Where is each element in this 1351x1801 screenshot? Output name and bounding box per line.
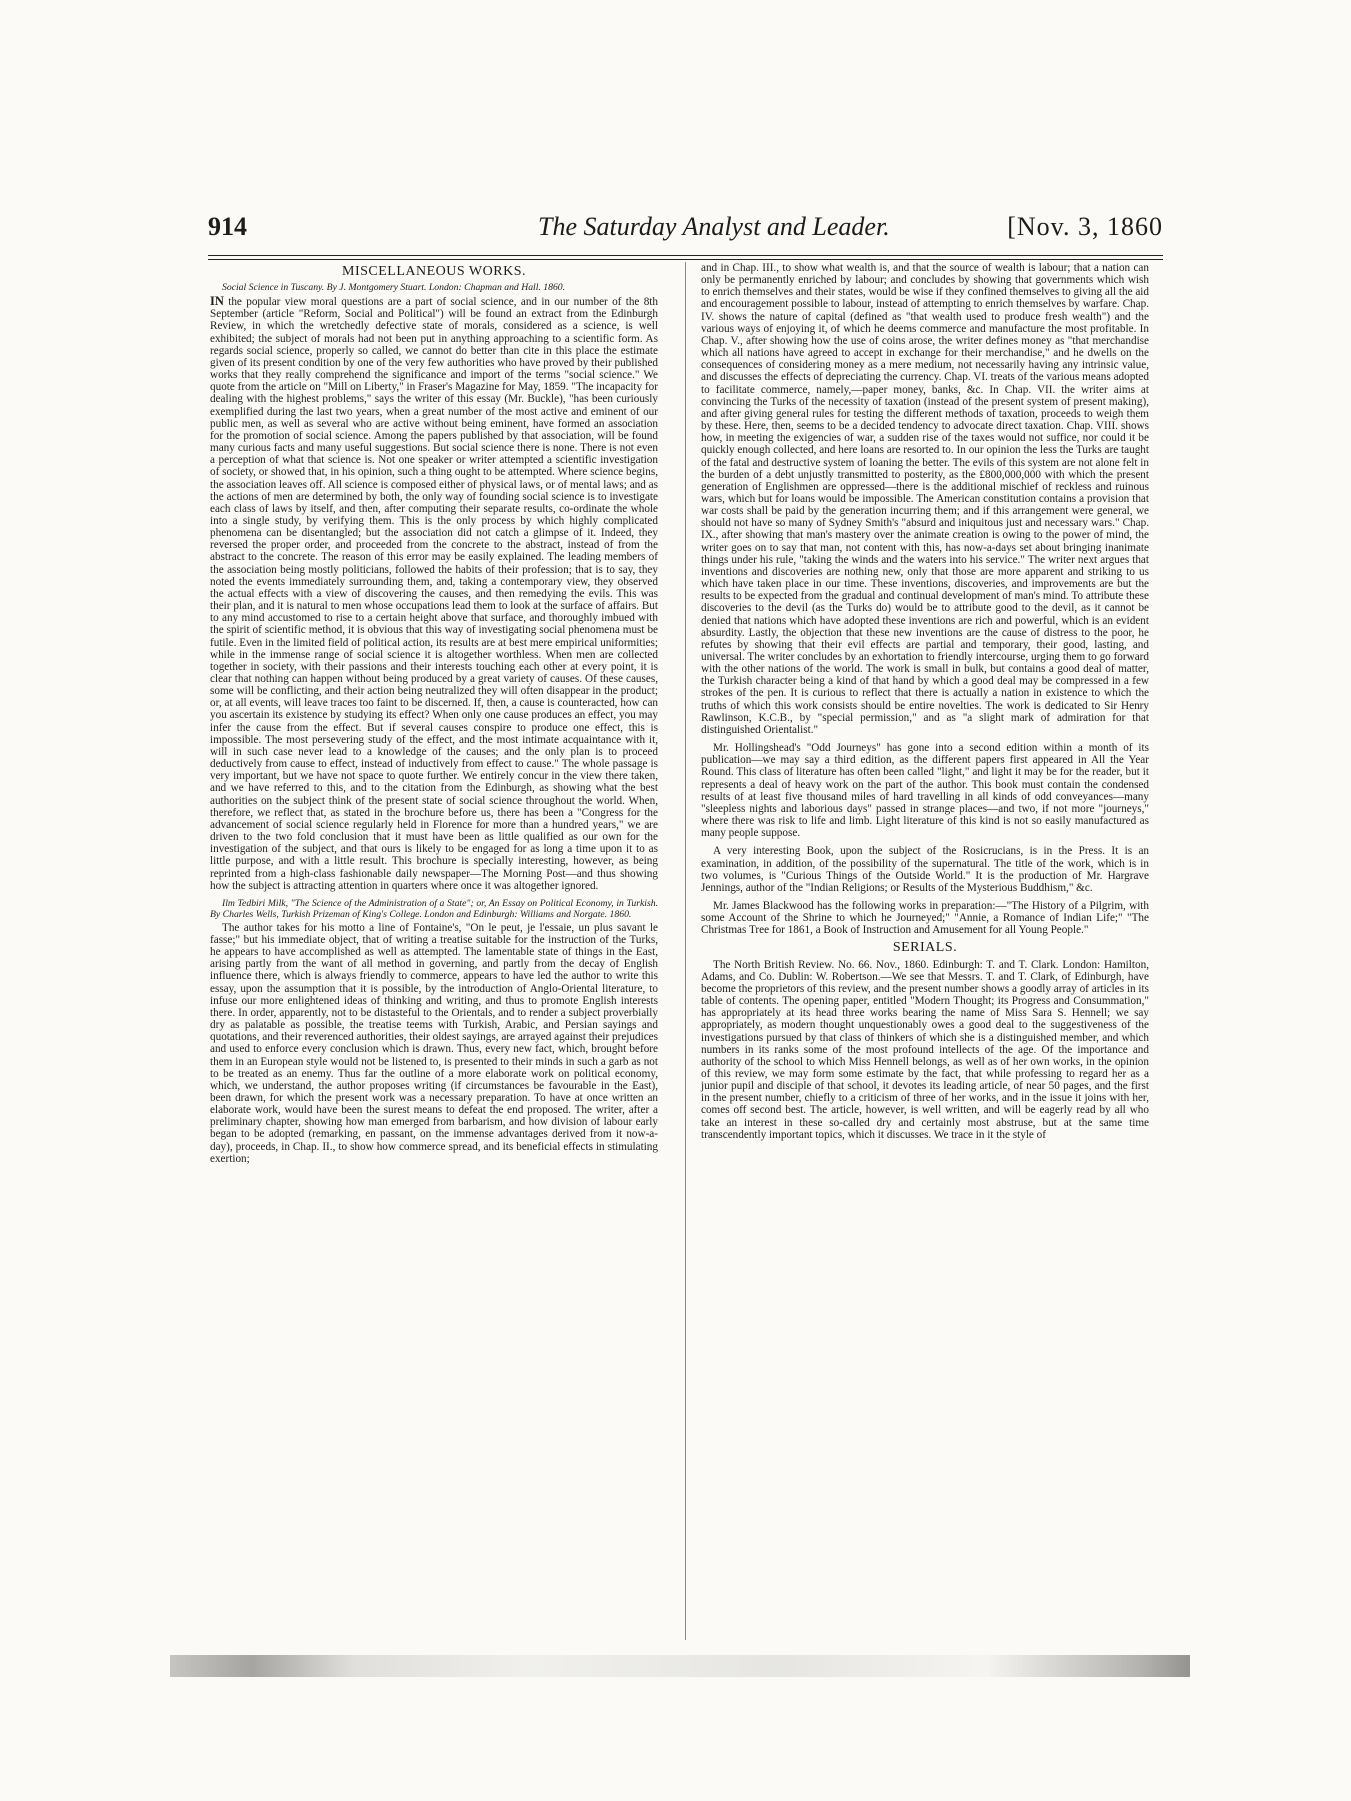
right-column: [701, 262, 1149, 1147]
section-heading-serials: SERIALS.: [892, 940, 958, 956]
scan-page-edge: [170, 1655, 1190, 1677]
header-rule: [208, 255, 1163, 256]
header-rule-thin: [208, 259, 1163, 260]
article-paragraph: The author takes for his motto a line of Fontaine's, "On le peut, je l'essaie, un plus savant le fasse;" but his immediate object, that of writing a treatise suitable for the instruction of the Turks, he appears to have accomplished as well as attempted. The lamentable state of things in the East, arising partly from the want of all method in governing, and partly from the decay of English influence there, which is always friendly to commerce, appears to have led the author to write this essay, upon the assumption that it is possible, by the introduction of Anglo-Oriental literature, to infuse our more enlightened ideas of thinking and writing, and thus to promote English interests there. In order, apparently, not to be distasteful to the Orientals, and to render a subject proverbially dry as palatable as possible, the treatise teems with Turkish, Arabic, and Persian sayings and quotations, and their reverenced authorities, their oldest sayings, are arrayed against their prejudices and used to enforce every conclusion which is drawn. Thus, every new fact, which, brought before them in an European style would not be listened to, is presented to their minds in such a garb as not to be treated as an enemy. Thus far the outline of a more elaborate work on political economy, which, we understand, the author proposes writing (if circumstances be favourable in the East), been drawn, for which the present work was a necessary preparation. To have at once written an elaborate work, would have been the surest means to defeat the end proposed. The writer, after a preliminary chapter, showing how man emerged from barbarism, and how division of labour early began to be adopted (remarking, en passant, on the immense advantages derived from it now-a-day), proceeds, in Chap. II., to show how commerce spread, and its beneficial effects in stimulating exertion;: [210, 921, 658, 1165]
article-paragraph: [210, 295, 658, 892]
drop-cap: IN: [210, 294, 224, 309]
journal-title: The Saturday Analyst and Leader.: [538, 212, 890, 241]
article-paragraph: The North British Review. No. 66. Nov., 1860. Edinburgh: T. and T. Clark. London: Hamilton, Adams, and Co. Dublin: W. Robertson.—We see that Messrs. T. and T. Clark, of Edinburgh, have become the proprietors of this review, and the present number shows a goodly array of articles in its table of contents. The opening paper, entitled "Modern Thought; its Progress and Consummation," has appropriately at its head three works bearing the name of Miss Sara S. Hennell; we say appropriately, as modern thought unquestionably owes a good deal to the suggestiveness of the investigations pursued by that class of thinkers of which she is a distinguished member, and which numbers in its ranks some of the most profound intellects of the age. Of the importance and authority of the school to which Miss Hennell belongs, as well as of her own works, in the opinion of this review, we may form some estimate by the fact, that while professing to regard her as a junior pupil and disciple of that school, it devotes its leading article, of near 50 pages, and the first in the present number, chiefly to a criticism of three of her works, and in the issue it joins with her, comes off second best. The article, however, is well written, and will be eagerly read by all who take an interest in these so-called dry and certainly most abstruse, but at the same time transcendently important topics, which it discusses. We trace in it the style of: [701, 958, 1149, 1141]
page-header: [208, 212, 1163, 260]
article-paragraph: A very interesting Book, upon the subject of the Rosicrucians, is in the Press. It is an examination, in addition, of the possibility of the supernatural. The title of the work, which is in two volumes, is "Curious Things of the Outside World." It is the production of Mr. Hargrave Jennings, author of the "Indian Religions; or Results of the Mysterious Buddhism," &c.: [701, 845, 1149, 894]
column-divider: [685, 262, 686, 1640]
section-heading-miscellaneous: MISCELLANEOUS WORKS.: [342, 264, 526, 279]
book-citation: Ilm Tedbiri Milk, "The Science of the Administration of a State"; or, An Essay on Political Economy, in Turkish. By Charles Wells, Turkish Prizeman of King's College. London and Edinburgh: Williams and Norgate. 1860.: [210, 897, 658, 920]
article-paragraph: Mr. Hollingshead's "Odd Journeys" has gone into a second edition within a month of its publication—we may say a third edition, as the different papers first appeared in All the Year Round. This class of literature has often been called "light," and light it may be for the reader, but it represents a deal of heavy work on the part of the author. This book must contain the condensed results of at least five thousand miles of hard travelling in all kinds of odd conveyances—many "sleepless nights and laborious days" passed in strange places—and two, if not more "journeys," where there was risk to life and limb. Light literature of this kind is not so easily manufactured as many people suppose.: [701, 742, 1149, 840]
issue-date: [Nov. 3, 1860: [1007, 212, 1163, 241]
book-citation: Social Science in Tuscany. By J. Montgomery Stuart. London: Chapman and Hall. 1860.: [222, 282, 566, 294]
article-paragraph: Mr. James Blackwood has the following works in preparation:—"The History of a Pilgrim, with some Account of the Shrine to which he Journeyed;" "Annie, a Romance of Indian Life;" "The Christmas Tree for 1861, a Book of Instruction and Amusement for all Young People.": [701, 899, 1149, 937]
left-column: [210, 262, 658, 1171]
page-number: 914: [208, 212, 247, 241]
paragraph-text: the popular view moral questions are a part of social science, and in our number of the 8th September (article "Reform, Social and Political") will be found an extract from the Edinburgh Review, in which the wretchedly defective state of morals, considered as a science, is well exhibited; the subject of morals had not been put in anything approaching to a scientific form. As regards social science, properly so called, we cannot do better than cite in this place the estimate given of its present condition by one of the very few authorities who have proved by their published works that they really comprehend the significance and import of the terms "social science." We quote from the article on "Mill on Liberty," in Fraser's Magazine for May, 1859. "The incapacity for dealing with the highest problems," says the writer of this essay (Mr. Buckle), "has been curiously exemplified during the last two years, when a great number of the most active and eminent of our public men, as well as several who are active without being eminent, have formed an association for the promotion of social science. Among the papers published by that association, will be found many curious facts and many useful suggestions. But social science there is none. There is not even a perception of what that science is. Not one speaker or writer attempted a scientific investigation of society, or showed that, in his opinion, such a thing ought to be attempted. Where science begins, the association leaves off. All science is composed either of physical laws, or of mental laws; and as the actions of men are determined by both, the only way of founding social science is to investigate each class of laws by itself, and then, after computing their separate results, co-ordinate the whole into a single study, by verifying them. This is the only process by which highly complicated phenomena can be disentangled; but the association did not catch a glimpse of it. Indeed, they reversed the proper order, and proceeded from the concrete to the abstract, instead of from the abstract to the concrete. The reason of this error may be easily explained. The leading members of the association being mostly politicians, followed the habits of their profession; that is to say, they noted the events immediately surrounding them, and, taking a contemporary view, they observed the actual effects with a view of discovering the causes, and then remedying the evils. This was their plan, and it is natural to men whose occupations lead them to look at the surface of affairs. But to any mind accustomed to rise to a certain height above that surface, and thoroughly imbued with the spirit of scientific method, it is obvious that this way of investigating social phenomena must be futile. Even in the limited field of political action, its results are at best mere empirical uniformities; while in the immense range of social science it is altogether worthless. When men are collected together in society, with their passions and their interests touching each other at every point, it is clear that nothing can happen without being produced by a great variety of causes. Of these causes, some will be conflicting, and their action being neutralized they will often disappear in the product; or, at all events, will leave traces too faint to be discerned. If, then, a cause is counteracted, how can you ascertain its existence by studying its effect? When only one cause produces an effect, you may infer the cause from the effect. But if several causes conspire to produce one effect, this is impossible. The most persevering study of the effect, and the most intimate acquaintance with it, will in such case never lead to a knowledge of the causes; and the only plan is to proceed deductively from cause to effect, instead of inductively from effect to cause." The whole passage is very important, but we have not space to quote further. We entirely concur in the view there taken, and we have referred to this, and to the citation from the Edinburgh, as showing what the best authorities on the subject think of the present state of social science throughout the world. When, therefore, we reflect that, as stated in the brochure before us, there has been a "Congress for the advancement of social science regularly held in Florence for more than a hundred years," we are driven to the two fold conclusion that it must have been as little qualified as our own for the investigation of the subject, and that ours is likely to be engaged for as long a time upon it to as little purpose, and with a little result. This brochure is specially interesting, however, as being reprinted from a high-class fashionable daily newspaper—The Morning Post—and thus showing how the subject is attracting attention in quarters where once it was altogether ignored.: [210, 296, 658, 892]
article-paragraph: and in Chap. III., to show what wealth is, and that the source of wealth is labour; that a nation can only be permanently enriched by labour; and concludes by showing that governments which wish to enrich themselves and their states, would be wise if they confined themselves to giving all the aid and encouragement possible to labour, instead of attempting to enrich themselves by warfare. Chap. IV. shows the nature of capital (defined as "that wealth used to produce fresh wealth") and the various ways of enjoying it, of which he deems commerce and manufacture the most profitable. In Chap. V., after showing how the use of coins arose, the writer defines money as "that merchandise which all nations have agreed to accept in exchange for their merchandise," and he dwells on the consequences of considering money as a mere medium, not necessarily having any intrinsic value, and discusses the effects of depreciating the currency. Chap. VI. treats of the various means adopted to facilitate commerce, namely,—paper money, banks, &c. In Chap. VII. the writer aims at convincing the Turks of the necessity of taxation (instead of the present system of present making), and after giving general rules for testing the different methods of taxation, proceeds to weigh them by these. Here, then, seems to be a decided tendency to advocate direct taxation. Chap. VIII. shows how, in meeting the exigencies of war, a sudden rise of the taxes would not suffice, nor could it be quickly enough collected, and here loans are resorted to. In our opinion the less the Turks are taught of the fatal and destructive system of loaning the better. The evils of this system are not alone felt in the burden of a debt unjustly transmitted to posterity, as the £800,000,000 with which the present generation of Englishmen are oppressed—there is the additional mischief of reckless and ruinous wars, which but for loans would be impossible. The American constitution contains a provision that war costs shall be paid by the generation incurring them; and if this arrangement were general, we should not have so many of Sydney Smith's "absurd and iniquitous just and necessary wars." Chap. IX., after showing that man's mastery over the animate creation is owing to the power of mind, the writer goes on to say that man, not content with this, has now-a-days set about bringing inanimate things under his rule, "taking the winds and the waters into his service." The writer next argues that inventions and discoveries are nothing new, only that those are more apparent and striking to us which have taken place in our time. These inventions, discoveries, and improvements are but the results to be expected from the gradual and continual development of man's mind. To attribute these discoveries to the devil (as the Turks do) would be to attribute good to the devil, as it cannot be denied that nations which have adopted these inventions are rich and powerful, which is an evident absurdity. Lastly, the objection that these new inventions are the cause of distress to the poor, he refutes by showing that their evil effects are partial and temporary, their good, lasting, and universal. The writer concludes by an exhortation to friendly intercourse, urging them to go forward with the other nations of the world. The work is small in bulk, but contains a good deal of matter, the Turkish character being a kind of that hand by which a good deal may be compressed in a few strokes of the pen. It is curious to reflect that there is actually a nation in existence to which the truths of which this work consists should be entire novelties. The work is dedicated to Sir Henry Rawlinson, K.C.B., by "special permission," and as "a slight mark of admiration for that distinguished Orientalist.": [701, 262, 1150, 736]
